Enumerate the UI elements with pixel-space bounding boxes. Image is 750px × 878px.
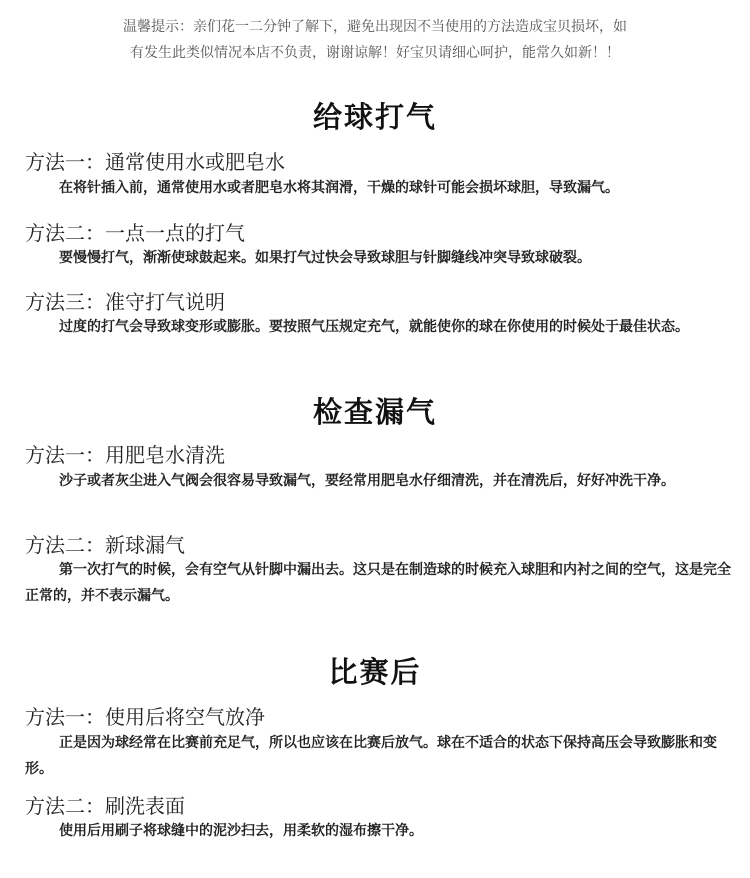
method-description: 过度的打气会导致球变形或膨胀。要按照气压规定充气，就能使你的球在你使用的时候处于最佳状态。 xyxy=(59,319,689,335)
section-title-leak-check: 检查漏气 xyxy=(312,395,437,429)
method-heading: 方法二：一点一点的打气 xyxy=(25,221,245,245)
method-description: 要慢慢打气，渐渐使球鼓起来。如果打气过快会导致球胆与针脚缝线冲突导致球破裂。 xyxy=(59,250,591,266)
method-heading: 方法一：通常使用水或肥皂水 xyxy=(25,150,285,174)
method-heading: 方法一：用肥皂水清洗 xyxy=(25,443,225,467)
notice-text xyxy=(40,14,710,66)
method-description: 正是因为球经常在比赛前充足气，所以也应该在比赛后放气。球在不适合的状态下保持高压会导致膨胀和变形。 xyxy=(25,735,717,777)
notice-line-2: 有发生此类似情况本店不负责，谢谢谅解！好宝贝请细心呵护，能常久如新！！ xyxy=(130,45,620,61)
section-title-inflate: 给球打气 xyxy=(312,100,437,134)
method-heading: 方法三：准守打气说明 xyxy=(25,290,225,314)
method-description: 使用后用刷子将球缝中的泥沙扫去，用柔软的湿布擦干净。 xyxy=(59,823,423,839)
method-description: 沙子或者灰尘进入气阀会很容易导致漏气，要经常用肥皂水仔细清洗，并在清洗后，好好冲洗干净。 xyxy=(59,473,675,489)
method-description: 在将针插入前，通常使用水或者肥皂水将其润滑，干燥的球针可能会损坏球胆，导致漏气。 xyxy=(59,180,619,196)
notice-line-1: 温馨提示：亲们花一二分钟了解下，避免出现因不当使用的方法造成宝贝损坏，如 xyxy=(123,19,627,35)
method-description: 第一次打气的时候，会有空气从针脚中漏出去。这只是在制造球的时候充入球胆和内衬之间的空气，这是完全正常的，并不表示漏气。 xyxy=(25,562,731,604)
method-heading: 方法二：新球漏气 xyxy=(25,533,185,557)
method-heading: 方法一：使用后将空气放净 xyxy=(25,705,265,729)
section-title-after-match: 比赛后 xyxy=(328,655,422,689)
method-heading: 方法二：刷洗表面 xyxy=(25,794,185,818)
